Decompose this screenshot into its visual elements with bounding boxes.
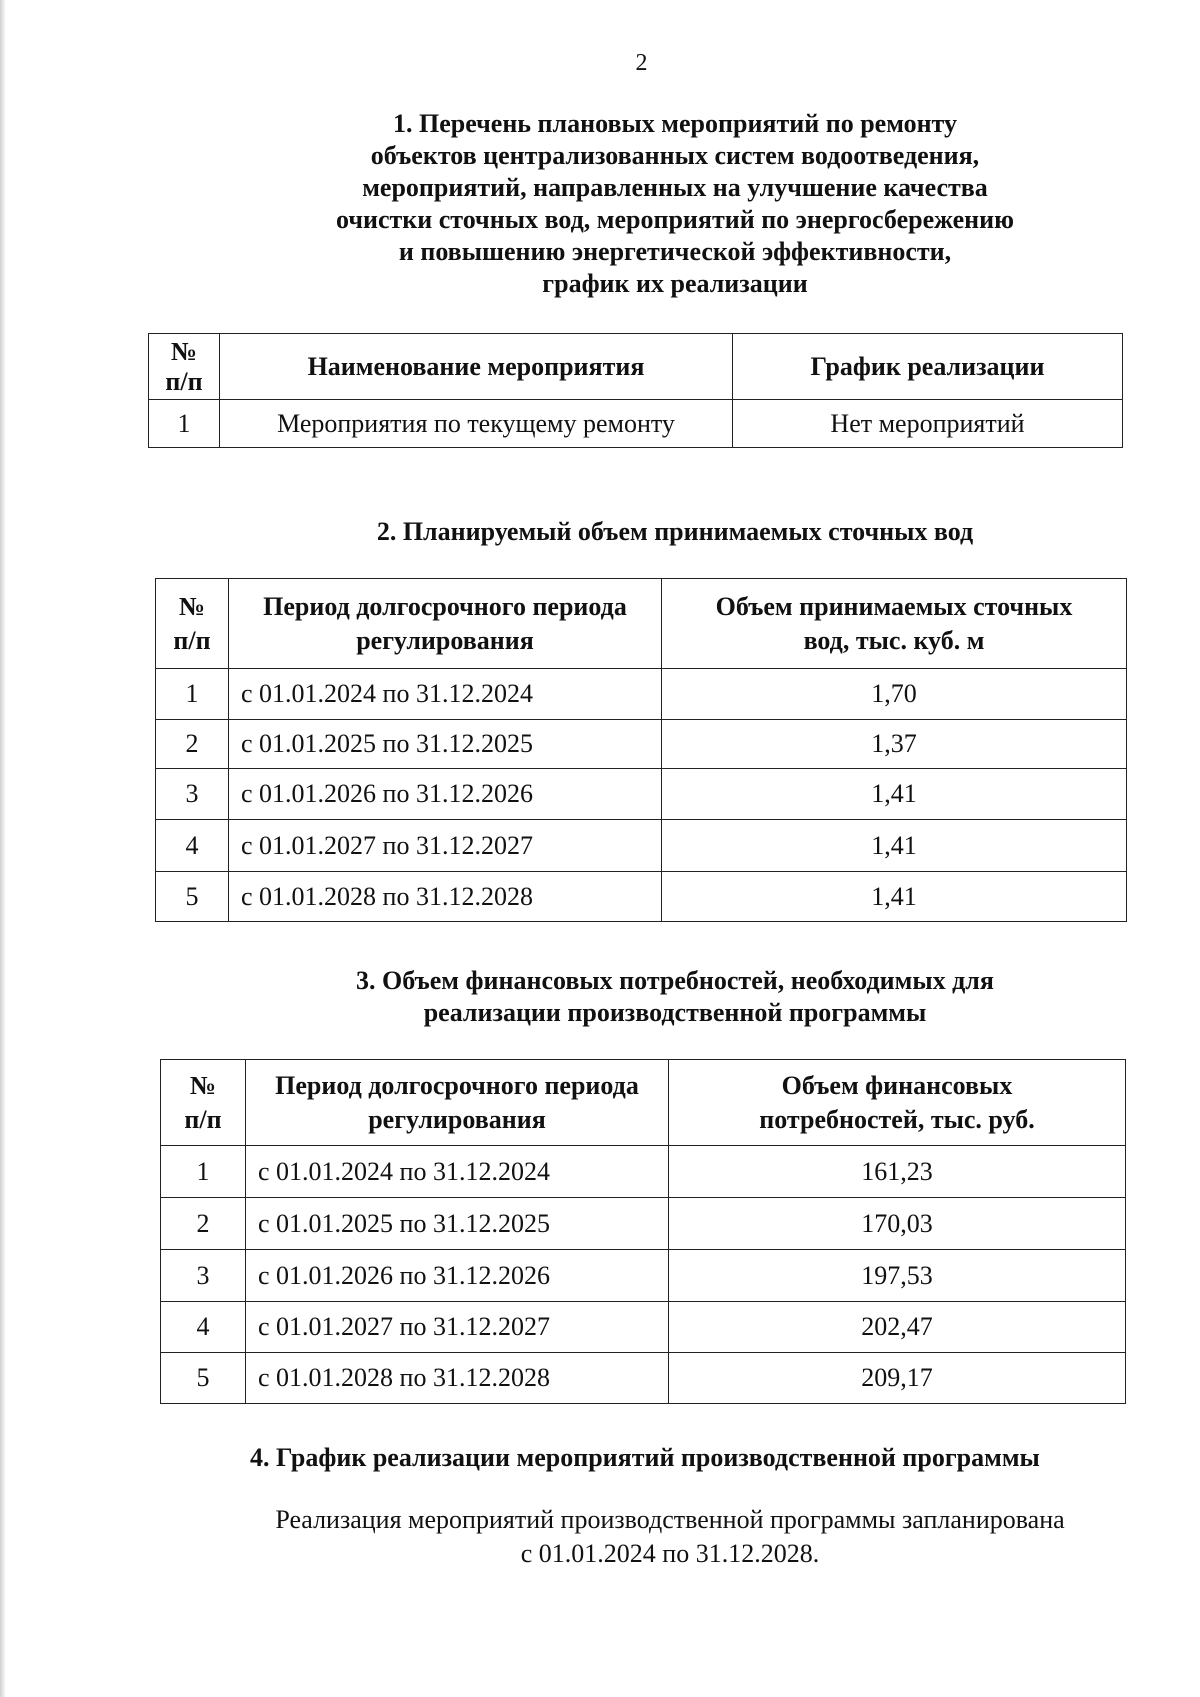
section4-title <box>250 1442 1110 1474</box>
cell-num: 4 <box>156 820 229 872</box>
cell-period: с 01.01.2026 по 31.12.2026 <box>229 769 662 820</box>
cell-num: 5 <box>161 1353 246 1404</box>
cell-period: с 01.01.2024 по 31.12.2024 <box>246 1146 669 1198</box>
cell-num: 5 <box>156 872 229 922</box>
header-period-line: регулирования <box>356 625 534 655</box>
cell-amount: 202,47 <box>669 1302 1126 1353</box>
cell-amount: 170,03 <box>669 1198 1126 1250</box>
cell-num: 4 <box>161 1302 246 1353</box>
financial-needs-table <box>160 1059 1126 1404</box>
cell-num: 2 <box>161 1198 246 1250</box>
cell-num: 1 <box>149 400 220 448</box>
table-row <box>161 1198 1126 1250</box>
cell-amount: 209,17 <box>669 1353 1126 1404</box>
section3-title-line: реализации производственной программы <box>423 998 927 1027</box>
section3-title-line: 3. Объем финансовых потребностей, необходимых для <box>356 966 994 995</box>
column-header-period <box>229 579 662 669</box>
section1-title-line: и повышению энергетической эффективности, <box>398 237 952 266</box>
cell-volume: 1,37 <box>662 720 1127 769</box>
cell-schedule: Нет мероприятий <box>733 400 1123 448</box>
header-num-abbr: п/п <box>165 366 203 396</box>
table-header-row <box>161 1060 1126 1146</box>
cell-num: 3 <box>156 769 229 820</box>
section1-title-line: 1. Перечень плановых мероприятий по ремонту <box>393 109 957 138</box>
header-num-symbol: № <box>189 1070 217 1100</box>
section1-title-line: очистки сточных вод, мероприятий по энергосбережению <box>336 205 1014 234</box>
header-num-abbr: п/п <box>173 625 211 655</box>
cell-volume: 1,41 <box>662 769 1127 820</box>
table-row <box>161 1146 1126 1198</box>
header-volume-line: вод, тыс. куб. м <box>803 625 985 655</box>
section4-title-line: 4. График реализации мероприятий производственной программы <box>250 1443 1040 1472</box>
column-header-num <box>156 579 229 669</box>
cell-num: 3 <box>161 1250 246 1302</box>
header-financial-line: Объем финансовых <box>781 1070 1013 1100</box>
table-row <box>156 769 1127 820</box>
cell-period: с 01.01.2024 по 31.12.2024 <box>229 669 662 720</box>
table-row <box>156 669 1127 720</box>
column-header-period <box>246 1060 669 1146</box>
wastewater-volume-table <box>155 578 1127 922</box>
cell-num: 1 <box>161 1146 246 1198</box>
cell-period: с 01.01.2028 по 31.12.2028 <box>229 872 662 922</box>
section1-title-line: объектов централизованных систем водоотведения, <box>370 141 980 170</box>
column-header-schedule: График реализации <box>733 334 1123 400</box>
table-row <box>149 400 1123 448</box>
page-number: 2 <box>635 50 648 76</box>
implementation-statement <box>230 1503 1110 1571</box>
header-period-line: Период долгосрочного периода <box>263 591 627 621</box>
column-header-financial <box>669 1060 1126 1146</box>
cell-period: с 01.01.2027 по 31.12.2027 <box>229 820 662 872</box>
section1-title <box>0 108 1200 300</box>
measures-table <box>148 333 1123 448</box>
cell-amount: 161,23 <box>669 1146 1126 1198</box>
column-header-volume <box>662 579 1127 669</box>
table-row <box>161 1302 1126 1353</box>
implementation-statement-line: Реализация мероприятий производственной программы запланирована <box>275 1505 1065 1534</box>
cell-volume: 1,70 <box>662 669 1127 720</box>
header-num-abbr: п/п <box>184 1104 222 1134</box>
cell-period: с 01.01.2025 по 31.12.2025 <box>229 720 662 769</box>
section3-title <box>0 965 1200 1029</box>
cell-num: 1 <box>156 669 229 720</box>
column-header-num <box>161 1060 246 1146</box>
header-volume-line: Объем принимаемых сточных <box>715 591 1073 621</box>
cell-period: с 01.01.2025 по 31.12.2025 <box>246 1198 669 1250</box>
section2-title-line: 2. Планируемый объем принимаемых сточных вод <box>376 517 974 546</box>
column-header-name: Наименование мероприятия <box>220 334 733 400</box>
column-header-num <box>149 334 220 400</box>
header-num-symbol: № <box>170 336 198 366</box>
cell-period: с 01.01.2028 по 31.12.2028 <box>246 1353 669 1404</box>
header-financial-line: потребностей, тыс. руб. <box>759 1104 1035 1134</box>
section2-title <box>0 516 1200 548</box>
cell-amount: 197,53 <box>669 1250 1126 1302</box>
section1-title-line: график их реализации <box>542 269 808 298</box>
table-row <box>161 1250 1126 1302</box>
cell-num: 2 <box>156 720 229 769</box>
cell-volume: 1,41 <box>662 872 1127 922</box>
table-row <box>156 872 1127 922</box>
cell-period: с 01.01.2027 по 31.12.2027 <box>246 1302 669 1353</box>
section1-title-line: мероприятий, направленных на улучшение качества <box>362 173 988 202</box>
header-num-symbol: № <box>178 591 206 621</box>
table-row <box>156 820 1127 872</box>
implementation-statement-line: с 01.01.2024 по 31.12.2028. <box>520 1539 820 1568</box>
cell-name: Мероприятия по текущему ремонту <box>220 400 733 448</box>
cell-volume: 1,41 <box>662 820 1127 872</box>
table-header-row <box>149 334 1123 400</box>
table-row <box>161 1353 1126 1404</box>
table-row <box>156 720 1127 769</box>
cell-period: с 01.01.2026 по 31.12.2026 <box>246 1250 669 1302</box>
header-period-line: регулирования <box>368 1104 546 1134</box>
table-header-row <box>156 579 1127 669</box>
header-period-line: Период долгосрочного периода <box>275 1070 639 1100</box>
